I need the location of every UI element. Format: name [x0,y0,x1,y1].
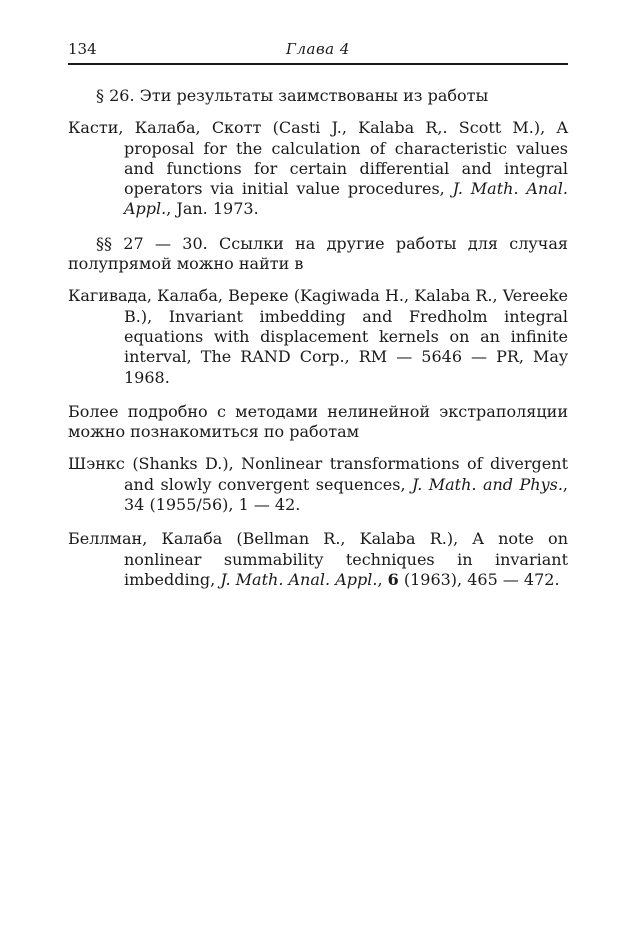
ref-bellman-text: Беллман, Калаба (Bellman R., Kalaba R.), A note on nonlinear summability techniques in invariant imbedding, [68,529,568,589]
ref-bellman-tail: (1963), 465 — 472. [398,569,560,589]
reference-kagiwada: Кагивада, Калаба, Вереке (Kagiwada H., Kalaba R., Vereeke B.), Invariant imbedding and Fredholm integral equations with displacement kernels on an infinite interval, The RAND Corp., RM — 5646 — PR, May 1968. [68,286,568,387]
page-content [68,86,568,590]
ref-bellman-sep: , [377,569,388,589]
section-26-note: § 26. Эти результаты заимствованы из работы [96,86,489,105]
extrapolation-paragraph: Более подробно с методами нелинейной экстраполяции можно познакомиться по работам [68,401,568,442]
ref-casti-tail: , Jan. 1973. [166,199,259,219]
ref-casti-text: Касти, Калаба, Скотт (Casti J., Kalaba R,. Scott M.), A proposal for the calculation of characteristic values and functions for certain differential and integral operators via initial value procedures, [68,118,568,199]
ref-bellman-volume: 6 [387,569,399,589]
reference-shanks [68,454,568,515]
reference-bellman [68,529,568,590]
section-27-30-note: §§ 27 — 30. Ссылки на другие работы для случая полупрямой можно найти в [68,233,568,274]
page-header [68,40,568,60]
page-number: 134 [68,40,97,58]
ref-casti-journal: J. Math. Anal. Appl. [124,179,569,219]
running-head: Глава 4 [286,40,350,58]
ref-shanks-text: Шэнкс (Shanks D.), Nonlinear transformations of divergent and slowly convergent sequences, [68,454,568,494]
ref-shanks-tail: , 34 (1955/56), 1 — 42. [124,474,569,515]
ref-shanks-journal: J. Math. and Phys. [412,474,563,494]
ref-bellman-journal: J. Math. Anal. Appl. [220,569,378,589]
reference-casti [68,118,568,219]
header-rule [68,63,568,65]
